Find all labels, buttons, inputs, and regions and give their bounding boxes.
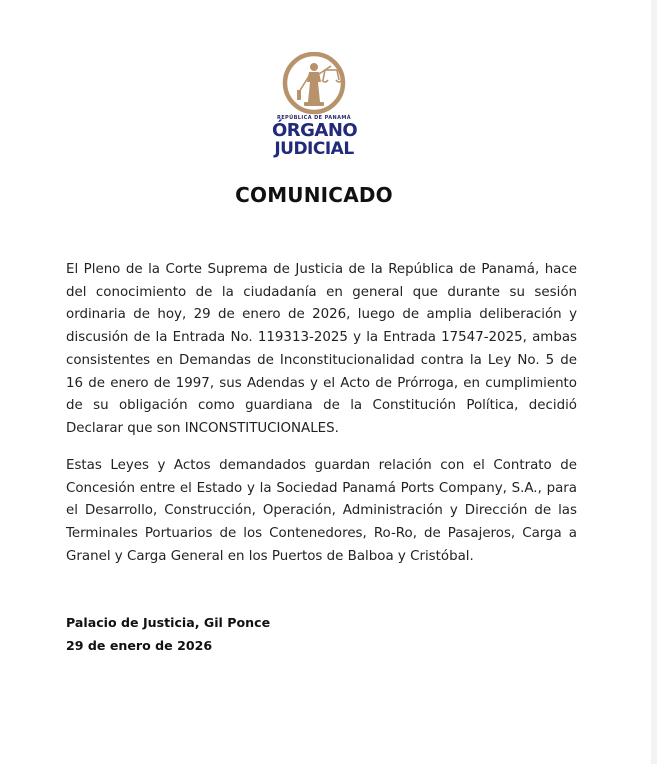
paragraph-context: Estas Leyes y Actos demandados guardan relación con el Contrato de Concesión entre el Estado y la Sociedad Panamá Ports Company, S.A., para el Desarrollo, Construcción, Operación, Administración y Dirección de las Terminales Portuarios de los Contenedores, Ro-Ro, de Pasajeros, Carga a Granel y Carga General en los Puertos de Balboa y Cristóbal. [66,458,577,564]
organo-judicial-logo [272,52,356,162]
page-edge [651,0,657,764]
document-title: COMUNICADO [235,183,393,207]
signature-place: Palacio de Justicia, Gil Ponce [66,615,271,630]
signature-date: 29 de enero de 2026 [66,638,213,653]
logo-organo-text: ÓRGANO [272,120,358,141]
logo-country-text: REPÚBLICA DE PANAMÁ [276,115,351,121]
logo-judicial-text: JUDICIAL [274,139,354,159]
paragraph-ruling: El Pleno de la Corte Suprema de Justicia de la República de Panamá, hace del conocimiento de la ciudadanía en general que durante su sesión ordinaria de hoy, 29 de enero de 2026, luego de amplia deliberación y discusión de la Entrada No. 119313-2025 y la Entrada 17547-2025, ambas consistentes en Demandas de Inconstitucionalidad contra la Ley No. 5 de 16 de enero de 1997, sus Adendas y el Acto de Prórroga, en cumplimiento de su obligación como guardiana de la Constitución Política, decidió Declarar que son INCONSTITUCIONALES. [66,262,577,436]
justice-emblem-icon [279,52,349,116]
